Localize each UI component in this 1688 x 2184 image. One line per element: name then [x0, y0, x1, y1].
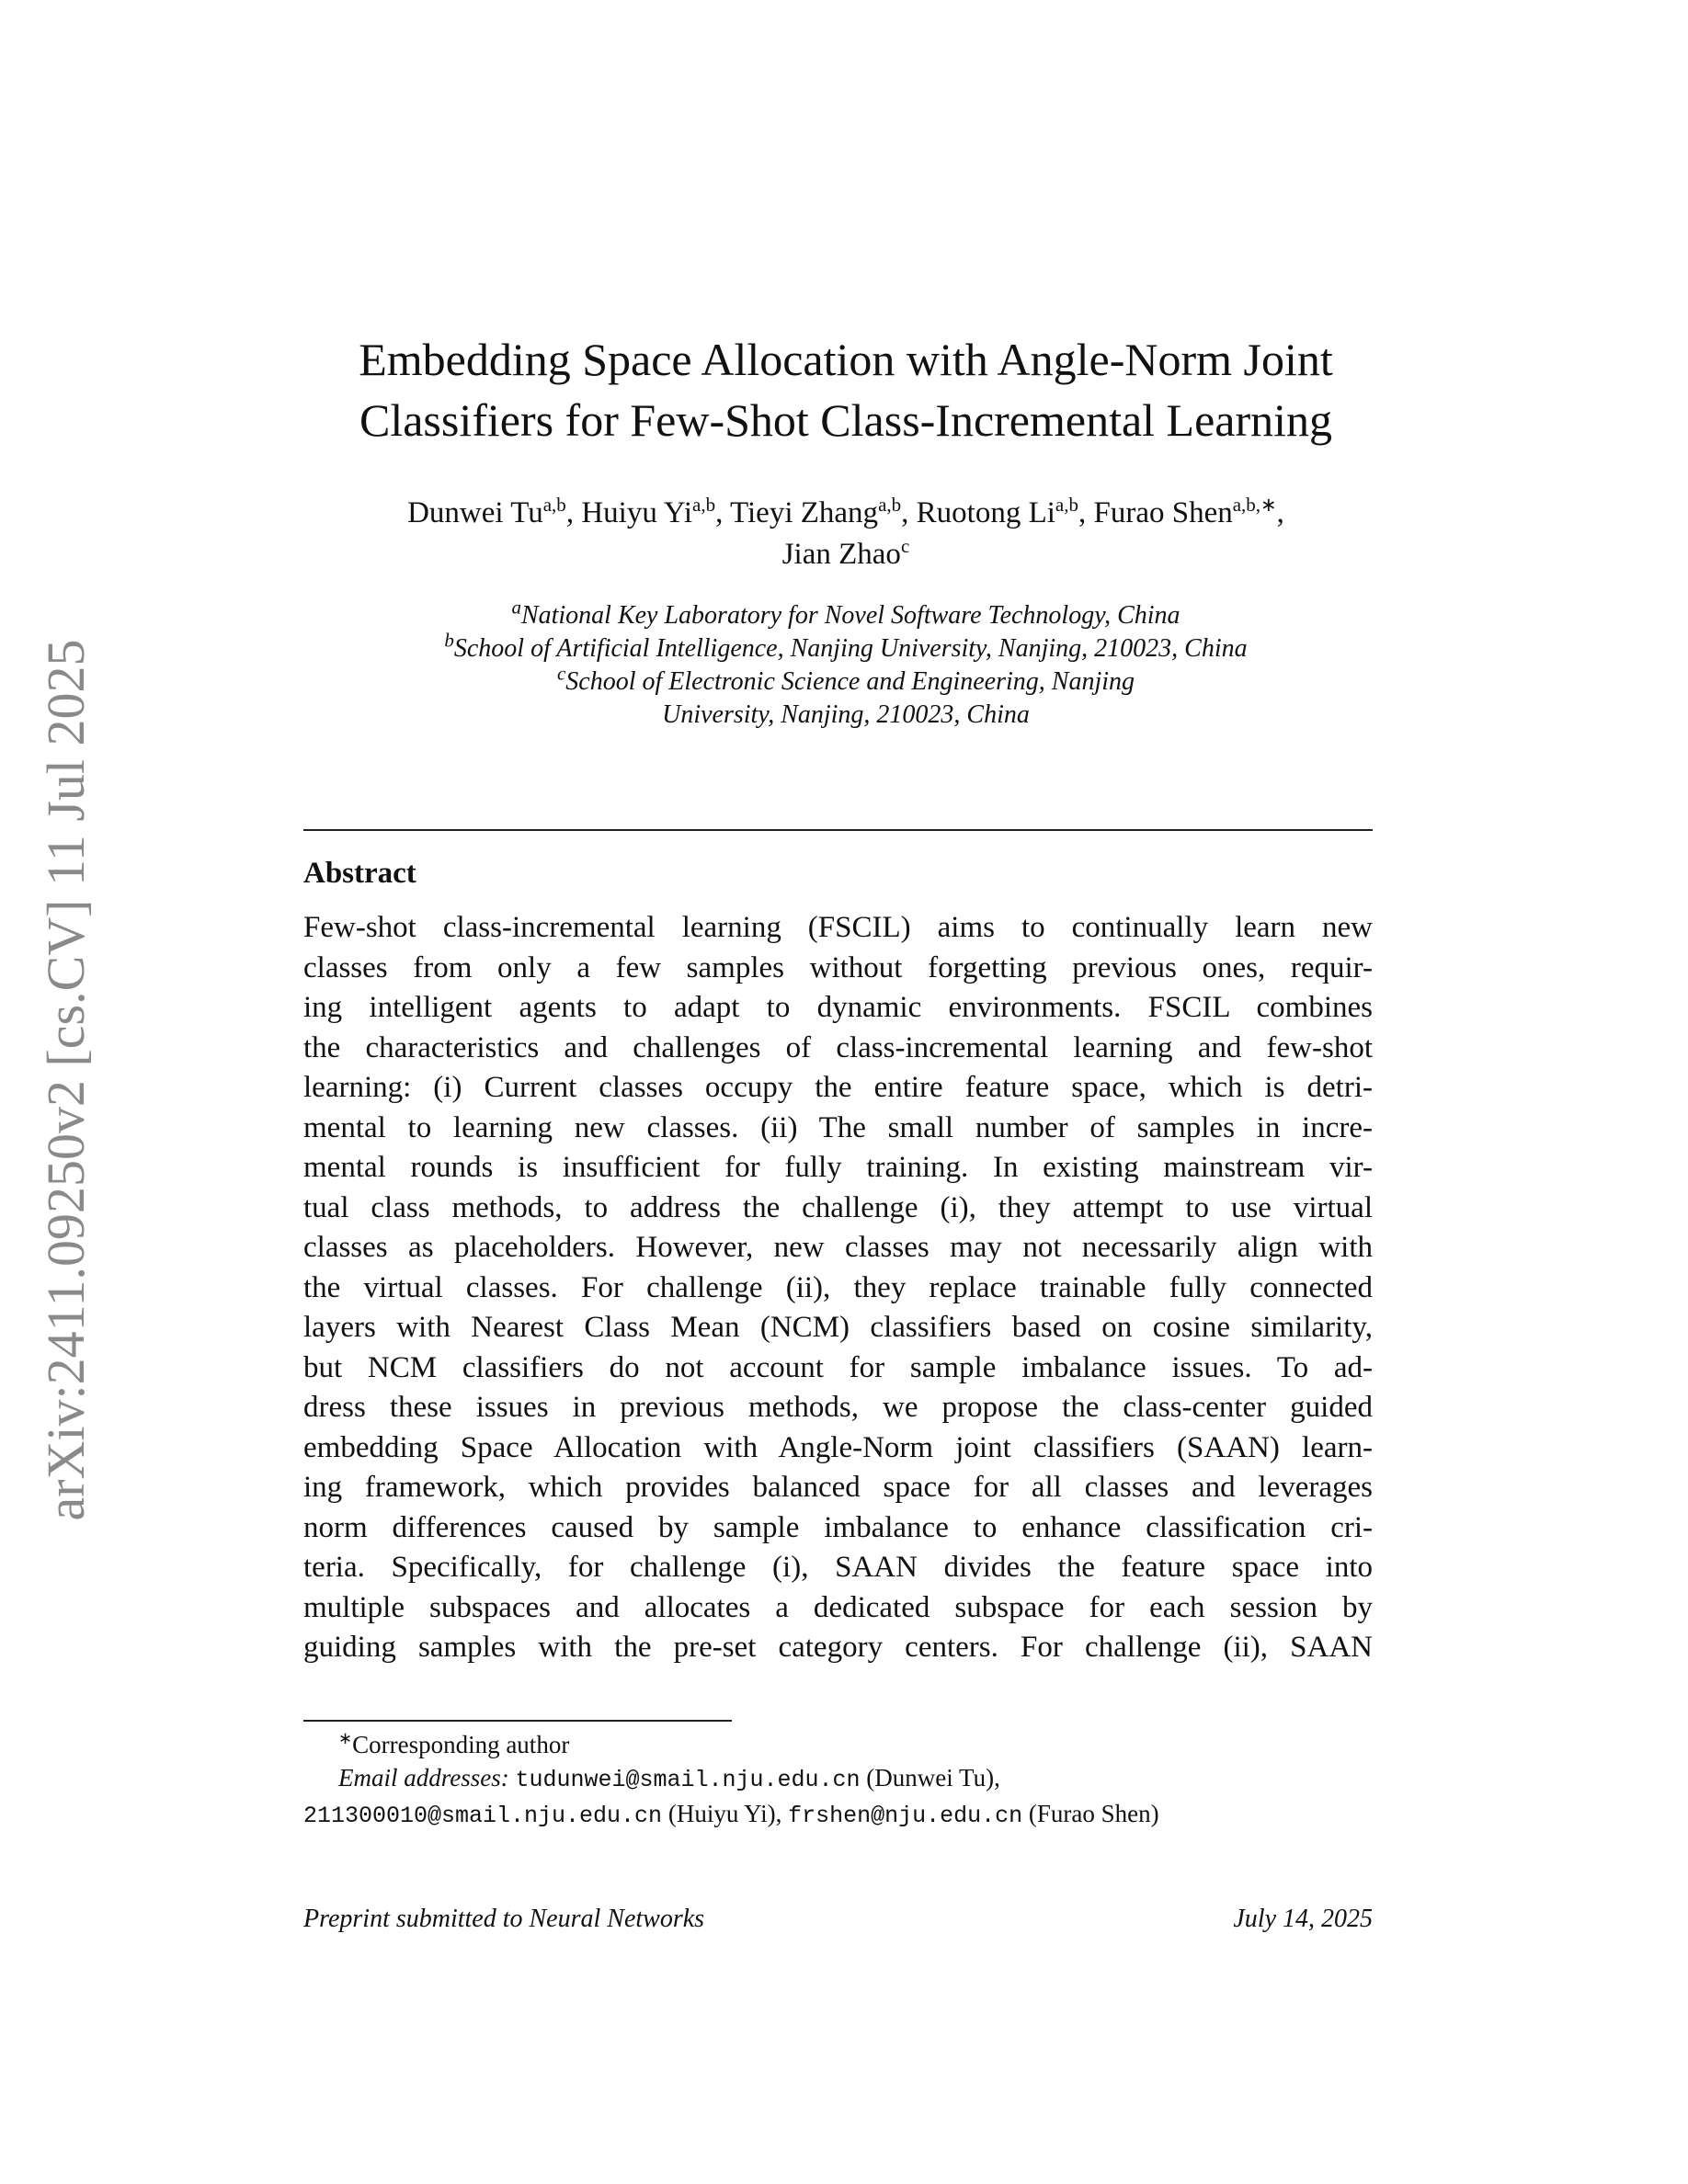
author-separator: , [1276, 496, 1284, 529]
abstract-line: the characteristics and challenges of class-incremental learning and few-shot [303, 1030, 1373, 1064]
affiliation-mark: c [556, 662, 566, 685]
affiliation-list [303, 596, 1388, 732]
email-owner: (Huiyu Yi), [667, 1800, 782, 1827]
email-address[interactable]: 211300010@smail.nju.edu.cn [303, 1803, 663, 1829]
email-address[interactable]: tudunwei@smail.nju.edu.cn [515, 1767, 861, 1793]
author-separator: , [1078, 496, 1094, 529]
abstract-line: teria. Specifically, for challenge (i), SAAN divides the feature space into [303, 1551, 1373, 1584]
affiliation-text: School of Artificial Intelligence, Nanjing University, Nanjing, 210023, China [453, 634, 1248, 663]
footnote [303, 1728, 1373, 1833]
author-affiliation-mark: a,b [692, 494, 716, 516]
abstract-line: the virtual classes. For challenge (ii), they replace trainable fully connected [303, 1270, 1373, 1304]
author-line-2 [303, 534, 1388, 575]
corresponding-author-note [303, 1728, 1373, 1761]
author-name: Furao Shen [1093, 496, 1233, 529]
email-line-2 [303, 1797, 1373, 1833]
abstract-line: but NCM classifiers do not account for sample imbalance issues. To ad- [303, 1350, 1373, 1384]
abstract-line: dress these issues in previous methods, we propose the class-center guided [303, 1391, 1373, 1424]
email-address[interactable]: frshen@nju.edu.cn [788, 1803, 1023, 1829]
paper-title [303, 329, 1388, 450]
affiliation-text: National Key Laboratory for Novel Software Technology, China [520, 601, 1180, 630]
abstract-line: tual class methods, to address the challenge (i), they attempt to use virtual [303, 1190, 1373, 1224]
footnote-rule [303, 1720, 732, 1722]
affiliation-line [303, 629, 1388, 665]
abstract-line: classes as placeholders. However, new classes may not necessarily align with [303, 1231, 1373, 1264]
corresponding-author-text: Corresponding author [352, 1731, 570, 1758]
submission-note: Preprint submitted to Neural Networks [303, 1905, 705, 1933]
author-separator: , [901, 496, 917, 529]
abstract-line: ing framework, which provides balanced space for all classes and leverages [303, 1471, 1373, 1504]
abstract-body [303, 908, 1373, 1668]
affiliation-mark: b [444, 629, 454, 652]
author-affiliation-mark: a,b [878, 494, 902, 516]
author-separator: , [715, 496, 731, 529]
affiliation-text: University, Nanjing, 210023, China [662, 700, 1030, 729]
affiliation-mark: a [511, 596, 521, 619]
author-separator: , [565, 496, 582, 529]
email-owner: (Dunwei Tu), [866, 1764, 1000, 1792]
author-name: Huiyu Yi [581, 496, 693, 529]
abstract-line: ing intelligent agents to adapt to dynamic environments. FSCIL combines [303, 991, 1373, 1024]
footnote-mark: ∗ [338, 1729, 353, 1747]
paper-title-line-1: Embedding Space Allocation with Angle-Norm Joint [359, 334, 1333, 385]
abstract-line: guiding samples with the pre-set category centers. For challenge (ii), SAAN [303, 1631, 1373, 1664]
affiliation-line [303, 662, 1388, 699]
abstract-line: multiple subspaces and allocates a dedicated subspace for each session by [303, 1590, 1373, 1624]
author-name: Dunwei Tu [407, 496, 543, 529]
author-name: Jian Zhao [781, 538, 901, 571]
email-line-1 [303, 1761, 1373, 1797]
paper-title-line-2: Classifiers for Few-Shot Class-Incremental Learning [359, 394, 1333, 446]
abstract-line: embedding Space Allocation with Angle-Norm joint classifiers (SAAN) learn- [303, 1430, 1373, 1464]
affiliation-line [303, 699, 1388, 732]
preprint-date: July 14, 2025 [1233, 1905, 1373, 1933]
abstract-line: norm differences caused by sample imbalance to enhance classification cri- [303, 1510, 1373, 1544]
abstract-heading: Abstract [303, 857, 416, 890]
abstract-line: layers with Nearest Class Mean (NCM) classifiers based on cosine similarity, [303, 1311, 1373, 1344]
abstract-line: learning: (i) Current classes occupy the entire feature space, which is detri- [303, 1071, 1373, 1104]
affiliation-line [303, 596, 1388, 632]
author-affiliation-mark: a,b [1055, 494, 1078, 516]
abstract-line: mental rounds is insufficient for fully training. In existing mainstream vir- [303, 1151, 1373, 1184]
author-affiliation-mark: c [900, 535, 910, 557]
abstract-line: classes from only a few samples without forgetting previous ones, requir- [303, 950, 1373, 984]
author-name: Ruotong Li [916, 496, 1055, 529]
author-name: Tieyi Zhang [730, 496, 879, 529]
abstract-line: mental to learning new classes. (ii) The small number of samples in incre- [303, 1110, 1373, 1144]
arxiv-identifier-stamp: arXiv:2411.09250v2 [cs.CV] 11 Jul 2025 [36, 639, 96, 1521]
author-affiliation-mark: a,b,∗ [1232, 494, 1277, 516]
affiliation-text: School of Electronic Science and Engineering, Nanjing [565, 667, 1135, 696]
abstract-top-rule [303, 829, 1373, 831]
abstract-line: Few-shot class-incremental learning (FSCIL) aims to continually learn new [303, 911, 1373, 944]
author-affiliation-mark: a,b [542, 494, 566, 516]
author-list [303, 493, 1388, 575]
author-line-1 [303, 493, 1388, 534]
email-owner: (Furao Shen) [1028, 1800, 1159, 1827]
email-label: Email addresses: [338, 1764, 509, 1792]
